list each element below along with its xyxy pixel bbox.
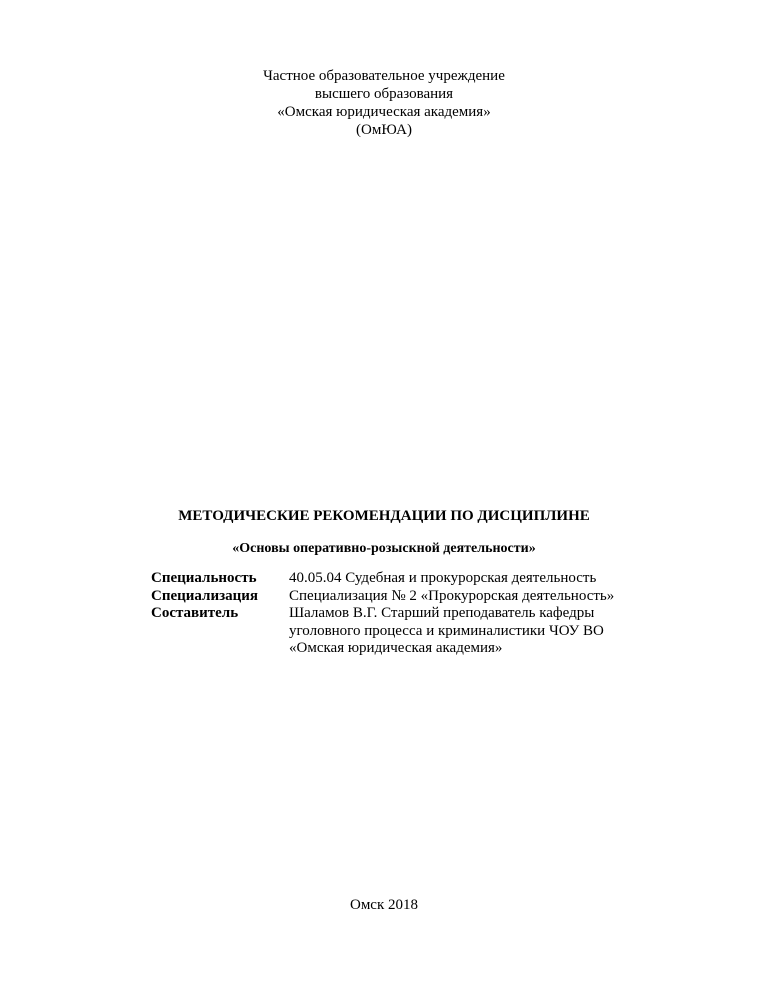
specialization-label: Специализация	[151, 587, 259, 604]
author-line-3: «Омская юридическая академия»	[289, 640, 503, 656]
document-title: МЕТОДИЧЕСКИЕ РЕКОМЕНДАЦИИ ПО ДИСЦИПЛИНЕ	[178, 508, 590, 524]
specialty-label: Специальность	[151, 570, 257, 586]
discipline-name: «Основы оперативно-розыскной деятельности»	[232, 541, 536, 556]
author-line-2: уголовного процесса и криминалистики ЧОУ ВО	[289, 622, 604, 639]
specialty-value: 40.05.04 Судебная и прокурорская деятельность	[289, 570, 597, 586]
specialty-row	[151, 570, 711, 588]
specialization-row	[151, 588, 711, 606]
author-value	[289, 605, 604, 658]
author-label: Составитель	[151, 605, 239, 621]
institution-header	[0, 67, 768, 139]
specialization-value: Специализация № 2 «Прокурорская деятельность»	[289, 587, 615, 604]
author-line-1: Шаламов В.Г. Старший преподаватель кафедры	[289, 605, 595, 621]
institution-line-2: высшего образования	[314, 86, 454, 102]
institution-line-3: «Омская юридическая академия»	[277, 104, 491, 120]
institution-line-1: Частное образовательное учреждение	[263, 68, 505, 84]
author-row	[151, 605, 711, 658]
institution-abbreviation: (ОмЮА)	[356, 122, 412, 138]
city-year: Омск 2018	[349, 897, 419, 913]
document-info	[151, 570, 711, 658]
